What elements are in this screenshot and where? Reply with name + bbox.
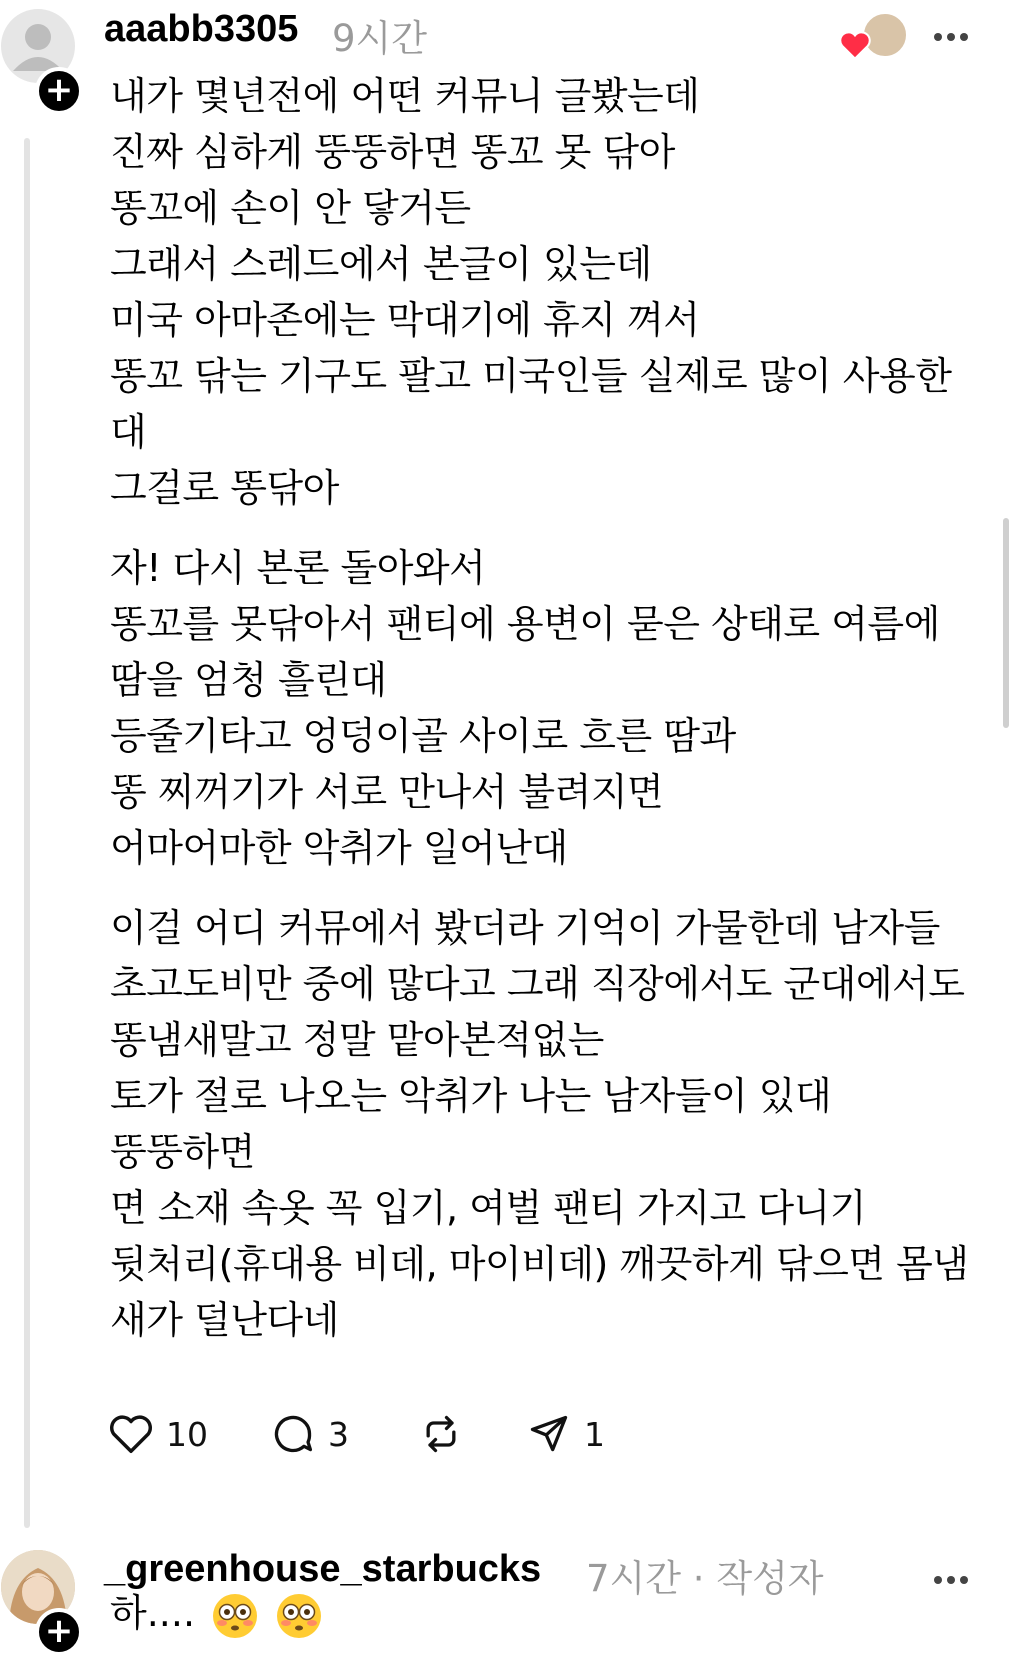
heart-icon xyxy=(108,1412,154,1456)
reply-username[interactable]: _greenhouse_starbucks xyxy=(104,1548,542,1590)
comment-paragraph: 이걸 어디 커뮤에서 봤더라 기억이 가물한데 남자들 초고도비만 중에 많다고 그래 직장에서도 군대에서도 똥냄새말고 정말 맡아본적없는 토가 절로 나오는 악취가 나는 남자들이 있대 뚱뚱하면 면 소재 속옷 꼭 입기, 여벌 팬티 가지고 다니기 뒷처리(휴대용 비데, 마이비데) 깨끗하게 닦으면 몸냄새가 덜난다네 xyxy=(110,906,969,1342)
author-tag: 작성자 xyxy=(716,1557,824,1600)
comment-paragraph: 내가 몇년전에 어떤 커뮤니 글봤는데 진짜 심하게 뚱뚱하면 똥꼬 못 닦아 똥꼬에 손이 안 닿거든 그래서 스레드에서 본글이 있는데 미국 아마존에는 막대기에 휴지 껴서 똥꼬 닦는 기구도 팔고 미국인들 실제로 많이 사용한대 그걸로 똥닦아 xyxy=(110,74,952,510)
follow-plus-button[interactable]: + xyxy=(35,1608,83,1656)
comment-paragraph: 자! 다시 본론 돌아와서 똥꼬를 못닦아서 팬티에 용변이 묻은 상태로 여름에 땀을 엄청 흘린대 등줄기타고 엉덩이골 사이로 흐른 땀과 똥 찌꺼기가 서로 만나서 불려지면 어마어마한 악취가 일어난대 xyxy=(110,546,940,870)
like-count: 10 xyxy=(166,1414,208,1454)
more-options-icon[interactable] xyxy=(934,26,974,38)
more-options-icon[interactable] xyxy=(934,1569,974,1581)
reply-button[interactable] xyxy=(270,1412,349,1456)
reply-time xyxy=(586,1548,824,1602)
reply-text: 하.... xyxy=(110,1591,196,1635)
reply-count: 3 xyxy=(328,1414,349,1454)
repost-button[interactable] xyxy=(418,1412,464,1456)
flushed-face-icon xyxy=(275,1592,323,1640)
comment-username[interactable]: aaabb3305 xyxy=(104,8,299,50)
share-button[interactable] xyxy=(526,1412,605,1456)
thread-line xyxy=(24,138,30,1528)
comment-body xyxy=(110,68,980,1348)
scrollbar[interactable] xyxy=(1003,518,1009,728)
share-count: 1 xyxy=(584,1414,605,1454)
reply-time-label: 7시간 xyxy=(586,1557,682,1600)
heart-badge-icon xyxy=(838,30,872,60)
repost-icon xyxy=(418,1412,464,1456)
send-icon xyxy=(526,1412,572,1456)
reply-body xyxy=(110,1582,323,1640)
flushed-face-icon xyxy=(211,1592,259,1640)
comment-bubble-icon xyxy=(270,1412,316,1456)
comment-time: 9시간 xyxy=(332,17,428,60)
follow-plus-button[interactable]: + xyxy=(35,67,83,115)
meta-separator: · xyxy=(692,1557,705,1600)
like-button[interactable] xyxy=(108,1412,208,1456)
